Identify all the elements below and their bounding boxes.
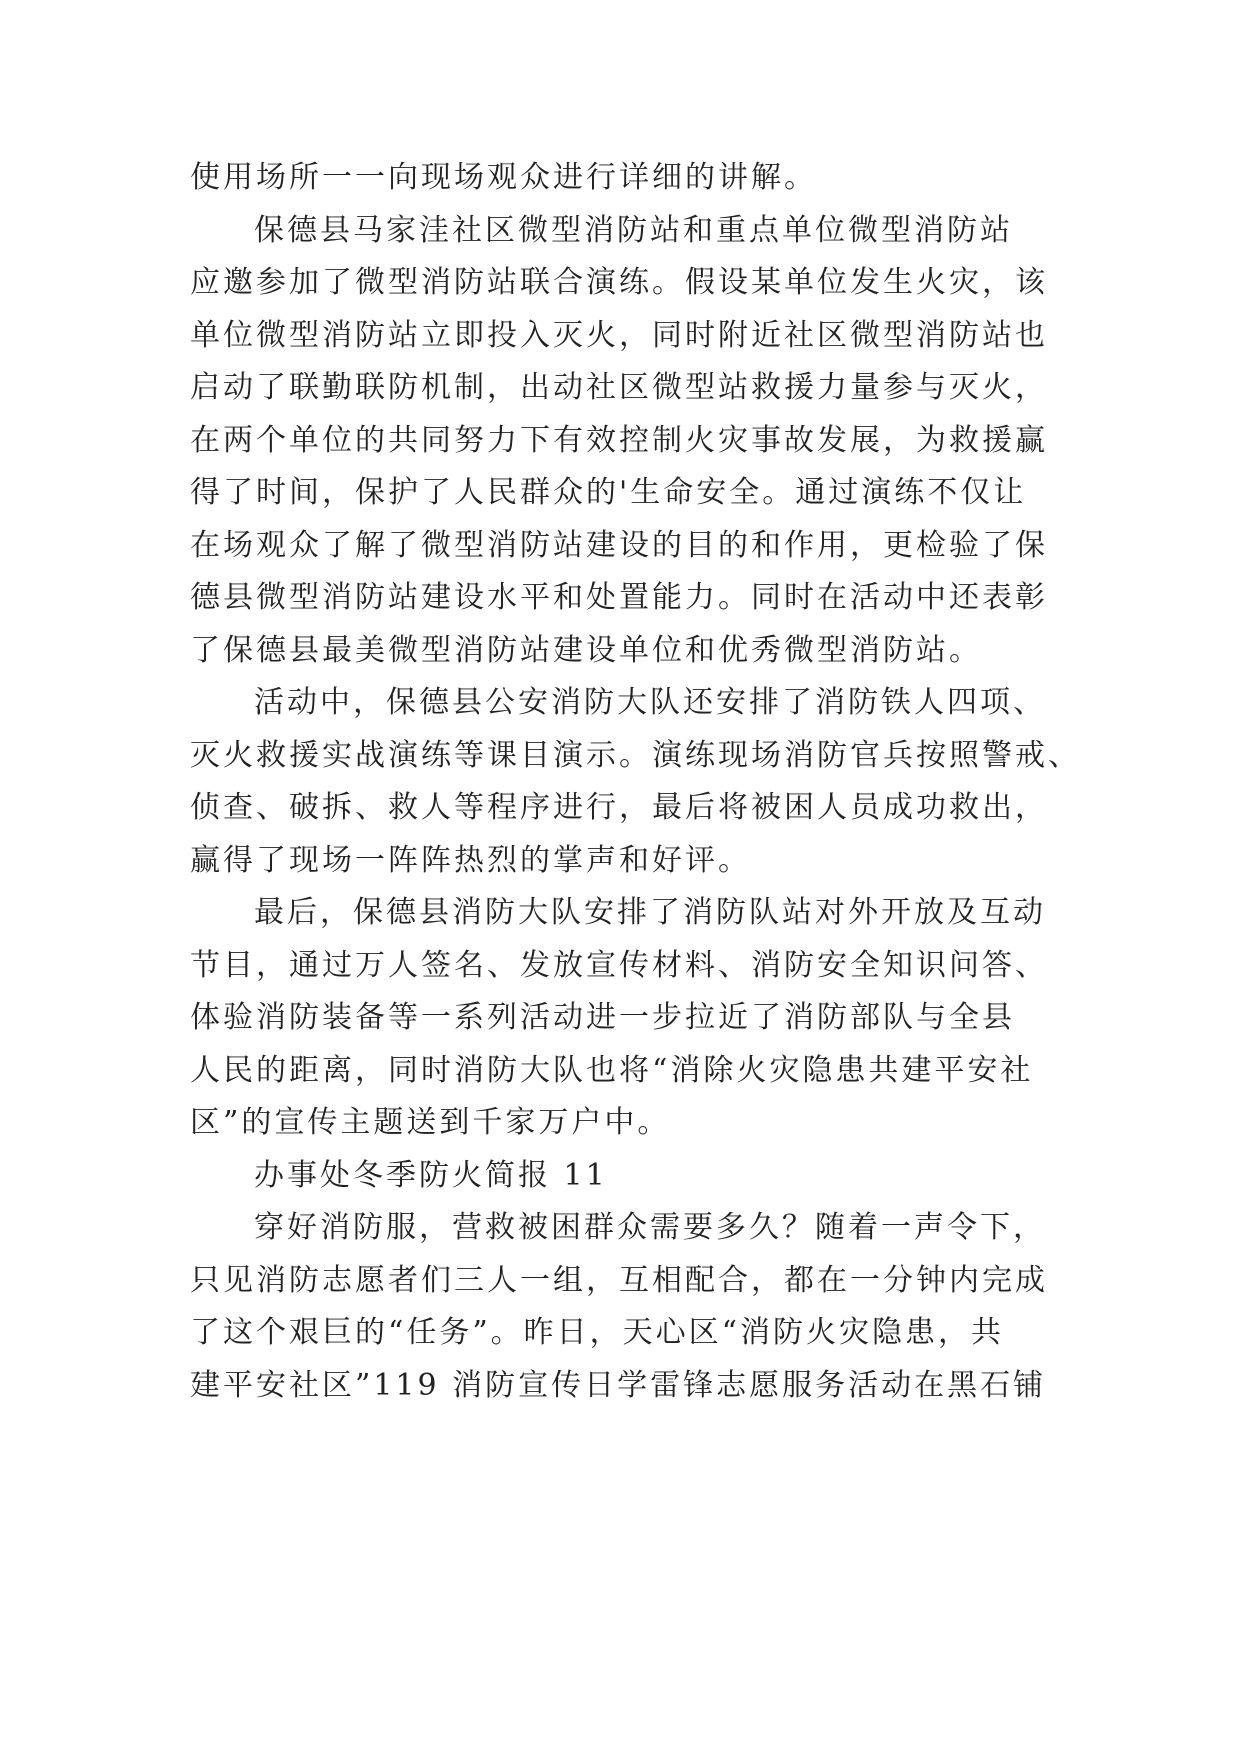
section-heading: 办事处冬季防火简报 11 xyxy=(254,1157,608,1193)
text-line: 了保德县最美微型消防站建设单位和优秀微型消防站。 xyxy=(190,632,982,668)
text-line: 区”的宣传主题送到千家万户中。 xyxy=(190,1105,671,1140)
paragraph-start-line: 最后，保德县消防大队安排了消防队站对外开放及互动 xyxy=(254,895,1046,930)
text-line: 只见消防志愿者们三人一组，互相配合，都在一分钟内完成 xyxy=(190,1262,1048,1298)
text-line: 德县微型消防站建设水平和处置能力。同时在活动中还表彰 xyxy=(190,580,1048,615)
text-line: 节目，通过万人签名、发放宣传材料、消防安全知识问答、 xyxy=(190,947,1048,983)
text-line: 体验消防装备等一系列活动进一步拉近了消防部队与全县 xyxy=(190,1000,1015,1035)
text-line: 启动了联勤联防机制，出动社区微型站救援力量参与灭火， xyxy=(190,370,1048,405)
text-line: 建平安社区”119 消防宣传日学雷锋志愿服务活动在黑石铺 xyxy=(190,1367,1047,1403)
text-line: 了这个艰巨的“任务”。昨日，天心区“消防火灾隐患，共 xyxy=(190,1315,1005,1350)
text-line: 单位微型消防站立即投入灭火，同时附近社区微型消防站也 xyxy=(190,317,1048,353)
text-line: 在两个单位的共同努力下有效控制火灾事故发展，为救援赢 xyxy=(190,422,1048,458)
text-line: 使用场所一一向现场观众进行详细的讲解。 xyxy=(190,160,817,195)
text-line: 赢得了现场一阵阵热烈的掌声和好评。 xyxy=(190,842,751,878)
text-line: 侦查、破拆、救人等程序进行，最后将被困人员成功救出， xyxy=(190,790,1048,825)
paragraph-start-line: 穿好消防服，营救被困群众需要多久？随着一声令下， xyxy=(254,1210,1046,1245)
text-line: 应邀参加了微型消防站联合演练。假设某单位发生火灾，该 xyxy=(190,265,1048,300)
text-line: 得了时间，保护了人民群众的'生命安全。通过演练不仅让 xyxy=(190,475,1027,510)
text-line: 在场观众了解了微型消防站建设的目的和作用，更检验了保 xyxy=(190,527,1048,563)
paragraph-start-line: 保德县马家洼社区微型消防站和重点单位微型消防站 xyxy=(254,212,1013,248)
paragraph-start-line: 活动中，保德县公安消防大队还安排了消防铁人四项、 xyxy=(254,685,1046,720)
text-line: 灭火救援实战演练等课目演示。演练现场消防官兵按照警戒、 xyxy=(190,737,1081,773)
text-line: 人民的距离，同时消防大队也将“消除火灾隐患共建平安社 xyxy=(190,1052,1034,1088)
document-body xyxy=(190,152,1081,1412)
